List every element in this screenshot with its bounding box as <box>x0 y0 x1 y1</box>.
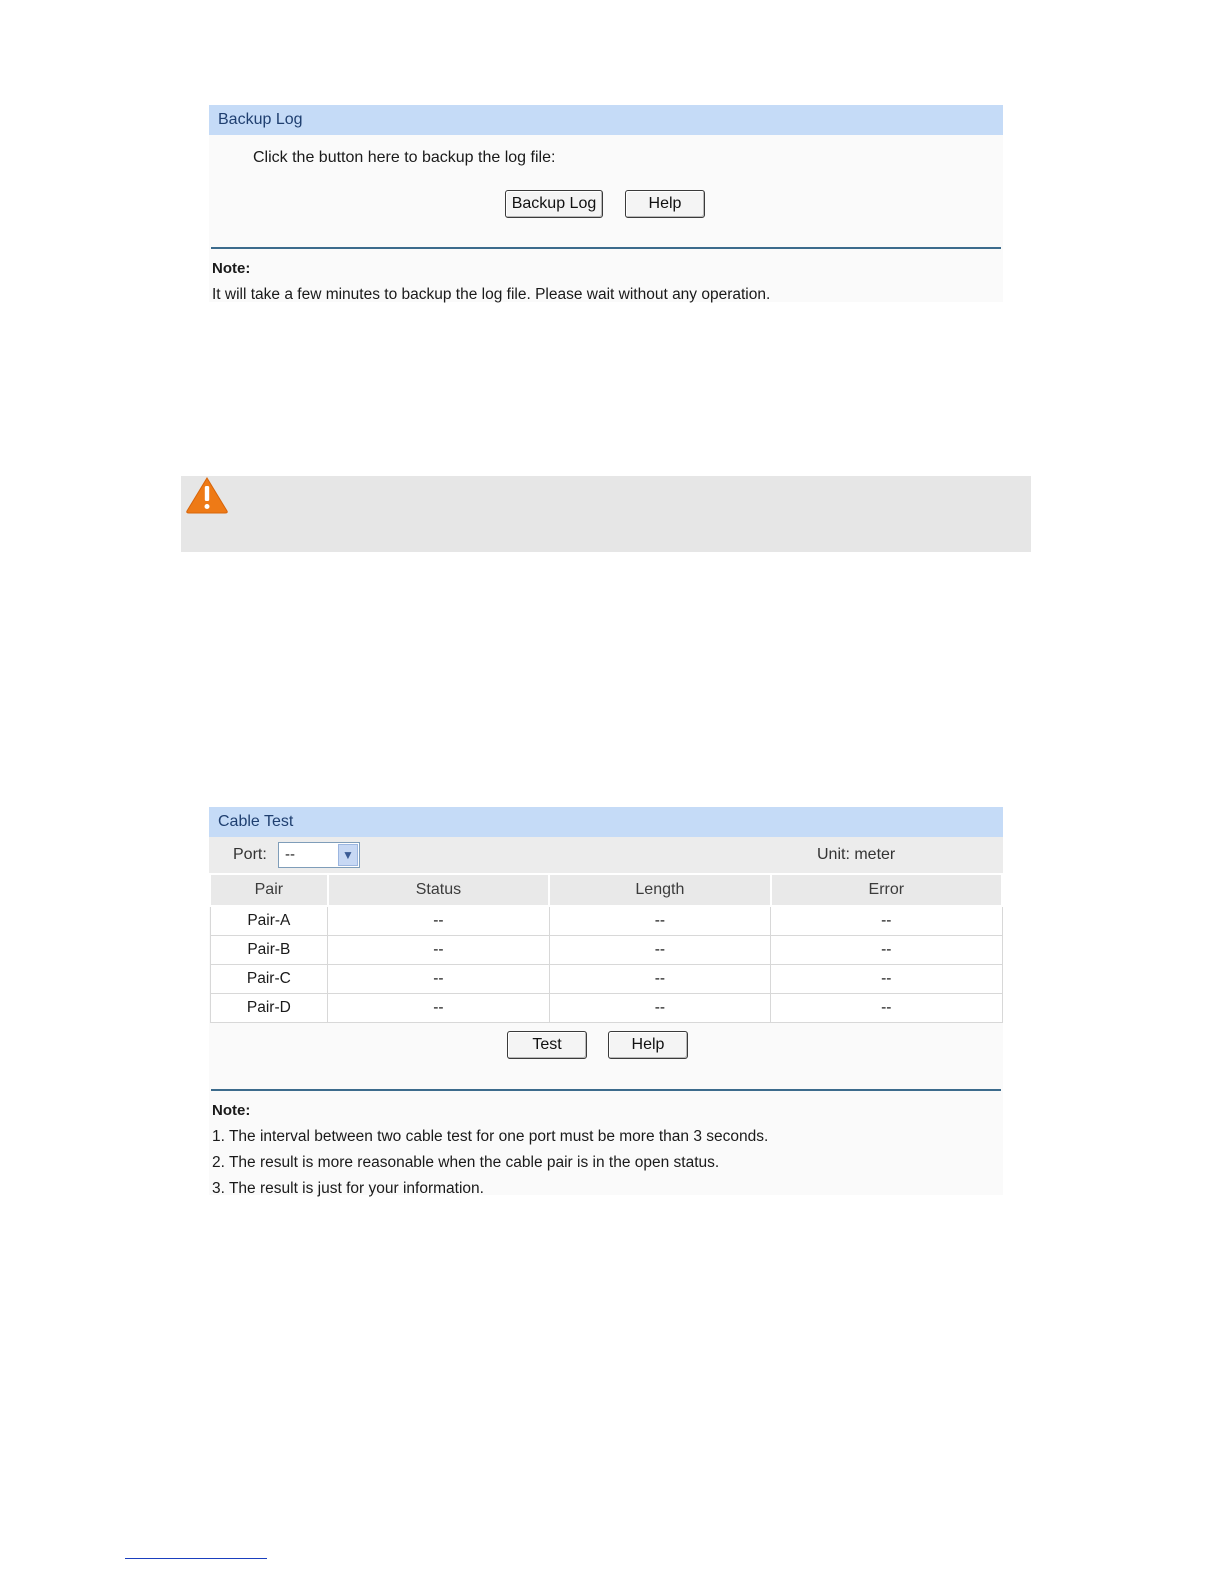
column-header-pair: Pair <box>210 874 328 906</box>
table-row <box>210 935 1002 964</box>
warning-triangle-icon <box>185 476 229 514</box>
port-row <box>209 837 1003 873</box>
length-cell: -- <box>549 993 770 1022</box>
table-row <box>210 906 1002 935</box>
pair-cell: Pair-A <box>210 906 328 935</box>
cable-note-divider <box>211 1089 1001 1091</box>
port-select[interactable] <box>278 842 360 868</box>
test-button[interactable]: Test <box>507 1031 587 1059</box>
backup-log-title: Backup Log <box>209 105 1003 135</box>
column-header-length: Length <box>549 874 770 906</box>
error-cell: -- <box>771 906 1002 935</box>
backup-log-button[interactable]: Backup Log <box>505 190 603 218</box>
pair-cell: Pair-B <box>210 935 328 964</box>
cable-note-line-3: 3. The result is just for your information. <box>212 1180 484 1197</box>
warning-box <box>181 476 1031 552</box>
backup-log-panel <box>209 105 1003 302</box>
column-header-error: Error <box>771 874 1002 906</box>
port-label: Port: <box>233 846 267 863</box>
cable-test-title: Cable Test <box>209 807 1003 837</box>
backup-note-title: Note: <box>212 260 251 277</box>
backup-note-divider <box>211 247 1001 249</box>
table-row <box>210 964 1002 993</box>
backup-log-description: Click the button here to backup the log file: <box>253 149 556 166</box>
status-cell: -- <box>328 906 549 935</box>
error-cell: -- <box>771 993 1002 1022</box>
column-header-status: Status <box>328 874 549 906</box>
table-header-row <box>210 874 1002 906</box>
port-select-value: -- <box>285 846 295 863</box>
cable-note-line-2: 2. The result is more reasonable when the cable pair is in the open status. <box>212 1154 720 1171</box>
cable-test-panel <box>209 807 1003 1195</box>
length-cell: -- <box>549 964 770 993</box>
table-row <box>210 993 1002 1022</box>
unit-label: Unit: meter <box>817 846 896 863</box>
status-cell: -- <box>328 964 549 993</box>
cable-help-button[interactable]: Help <box>608 1031 688 1059</box>
length-cell: -- <box>549 935 770 964</box>
error-cell: -- <box>771 964 1002 993</box>
length-cell: -- <box>549 906 770 935</box>
backup-note-line: It will take a few minutes to backup the log file. Please wait without any operation. <box>212 286 771 303</box>
footer-rule <box>125 1558 267 1559</box>
pair-cell: Pair-D <box>210 993 328 1022</box>
status-cell: -- <box>328 993 549 1022</box>
cable-note-title: Note: <box>212 1102 251 1119</box>
pair-cell: Pair-C <box>210 964 328 993</box>
status-cell: -- <box>328 935 549 964</box>
cable-note-line-1: 1. The interval between two cable test for one port must be more than 3 seconds. <box>212 1128 769 1145</box>
cable-test-table <box>209 873 1003 1023</box>
chevron-down-icon[interactable]: ▼ <box>338 844 358 866</box>
backup-help-button[interactable]: Help <box>625 190 705 218</box>
error-cell: -- <box>771 935 1002 964</box>
